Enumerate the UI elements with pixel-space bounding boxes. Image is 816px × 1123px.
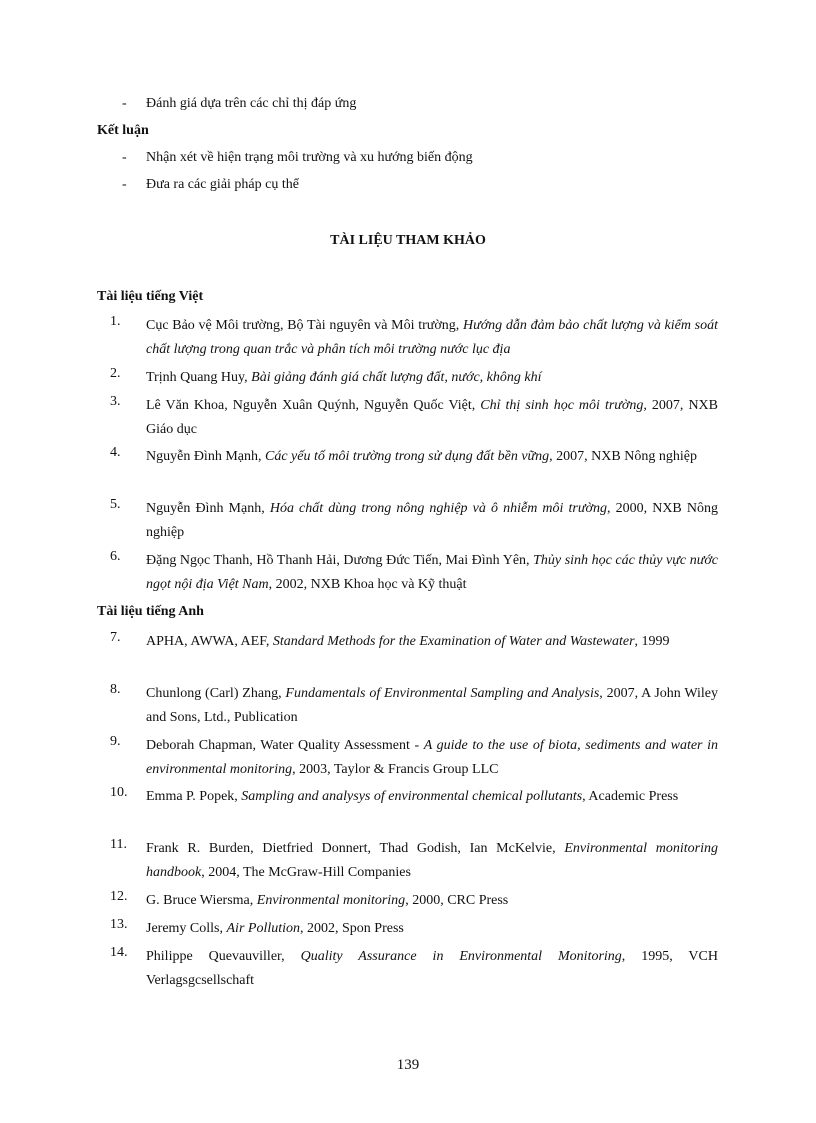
- conclusion-bullet: [0, 177, 816, 197]
- reference-text: Deborah Chapman, Water Quality Assessment - A guide to the use of biota, sediments and water in environmental monitoring, 2003, Taylor & Francis Group LLC: [146, 738, 718, 777]
- conclusion-bullet: [0, 150, 816, 170]
- reference-number: 8.: [110, 682, 121, 697]
- reference-title: Sampling and analysys of environmental chemical pollutants: [241, 789, 583, 804]
- reference-title: Thủy sinh học các thủy vực nước ngọt nội địa Việt Nam: [146, 553, 719, 592]
- reference-title: Bài giảng đánh giá chất lượng đất, nước, không khí: [251, 370, 542, 385]
- reference-number: 13.: [110, 917, 128, 932]
- reference-title: Hóa chất dùng trong nông nghiệp và ô nhiễm môi trường: [269, 501, 607, 516]
- reference-title: Hướng dẫn đảm bảo chất lượng và kiểm soát chất lượng trong quan trắc và phân tích môi trường nước lục địa: [146, 318, 718, 357]
- reference-text: Philippe Quevauviller, Quality Assurance in Environmental Monitoring, 1995, VCH Verlagsgcsellschaft: [146, 949, 718, 988]
- reference-number: 9.: [110, 734, 121, 749]
- reference-title: Fundamentals of Environmental Sampling and Analysis: [285, 686, 600, 701]
- bullet-dash: -: [122, 150, 127, 165]
- reference-number: 14.: [110, 945, 128, 960]
- reference-title: Environmental monitoring: [256, 893, 406, 908]
- bullet-text: Nhận xét về hiện trạng môi trường và xu hướng biến động: [146, 150, 473, 165]
- reference-number: 3.: [110, 394, 121, 409]
- reference-text: APHA, AWWA, AEF, Standard Methods for the Examination of Water and Wastewater, 1999: [146, 634, 670, 649]
- references-title: TÀI LIỆU THAM KHẢO: [330, 233, 486, 248]
- reference-text: G. Bruce Wiersma, Environmental monitoring, 2000, CRC Press: [146, 893, 509, 908]
- reference-title: Air Pollution: [226, 921, 300, 936]
- reference-number: 2.: [110, 366, 121, 381]
- reference-number: 10.: [110, 785, 128, 800]
- reference-number: 5.: [110, 497, 121, 512]
- reference-text: Frank R. Burden, Dietfried Donnert, Thad Godish, Ian McKelvie, Environmental monitoring handbook, 2004, The McGraw-Hill Companies: [146, 841, 719, 880]
- reference-title: Chỉ thị sinh học môi trường: [480, 398, 644, 413]
- reference-title: Các yếu tố môi trường trong sử dụng đất bền vững: [265, 449, 550, 464]
- reference-text: Đặng Ngọc Thanh, Hồ Thanh Hải, Dương Đức Tiến, Mai Đình Yên, Thủy sinh học các thủy vực nước ngọt nội địa Việt Nam, 2002, NXB Khoa học và Kỹ thuật: [146, 553, 719, 592]
- reference-text: Jeremy Colls, Air Pollution, 2002, Spon Press: [146, 921, 404, 936]
- reference-text: Cục Bảo vệ Môi trường, Bộ Tài nguyên và Môi trường, Hướng dẫn đảm bảo chất lượng và kiểm soát chất lượng trong quan trắc và phân tích môi trường nước lục địa: [146, 318, 718, 357]
- conclusion-heading: Kết luận: [97, 123, 149, 138]
- intro-bullet: [0, 96, 816, 116]
- reference-number: 4.: [110, 445, 121, 460]
- vietnamese-references-heading: Tài liệu tiếng Việt: [97, 289, 204, 304]
- reference-text: Trịnh Quang Huy, Bài giảng đánh giá chất lượng đất, nước, không khí: [146, 370, 542, 385]
- reference-text: Emma P. Popek, Sampling and analysys of environmental chemical pollutants, Academic Press: [146, 789, 679, 804]
- bullet-dash: -: [122, 96, 127, 111]
- reference-text: Nguyễn Đình Mạnh, Hóa chất dùng trong nông nghiệp và ô nhiễm môi trường, 2000, NXB Nông nghiệp: [146, 501, 718, 540]
- bullet-text: Đánh giá dựa trên các chỉ thị đáp ứng: [146, 96, 357, 111]
- reference-text: Lê Văn Khoa, Nguyễn Xuân Quýnh, Nguyễn Quốc Việt, Chỉ thị sinh học môi trường, 2007, NXB Giáo dục: [146, 398, 719, 437]
- reference-text: Chunlong (Carl) Zhang, Fundamentals of Environmental Sampling and Analysis, 2007, A John Wiley and Sons, Ltd., Publication: [146, 686, 719, 725]
- bullet-text: Đưa ra các giải pháp cụ thể: [146, 177, 299, 192]
- reference-title: Environmental monitoring handbook: [146, 841, 719, 880]
- reference-number: 1.: [110, 314, 121, 329]
- reference-number: 7.: [110, 630, 121, 645]
- page-number: 139: [396, 1057, 420, 1073]
- reference-number: 11.: [110, 837, 127, 852]
- bullet-dash: -: [122, 177, 127, 192]
- english-references-heading: Tài liệu tiếng Anh: [97, 604, 204, 619]
- reference-number: 12.: [110, 889, 128, 904]
- reference-title: A guide to the use of biota, sediments and water in environmental monitoring: [146, 738, 718, 777]
- reference-text: Nguyễn Đình Mạnh, Các yếu tố môi trường trong sử dụng đất bền vững, 2007, NXB Nông nghiệp: [146, 449, 697, 464]
- reference-number: 6.: [110, 549, 121, 564]
- reference-title: Standard Methods for the Examination of Water and Wastewater: [272, 634, 635, 649]
- reference-title: Quality Assurance in Environmental Monitoring: [300, 949, 622, 964]
